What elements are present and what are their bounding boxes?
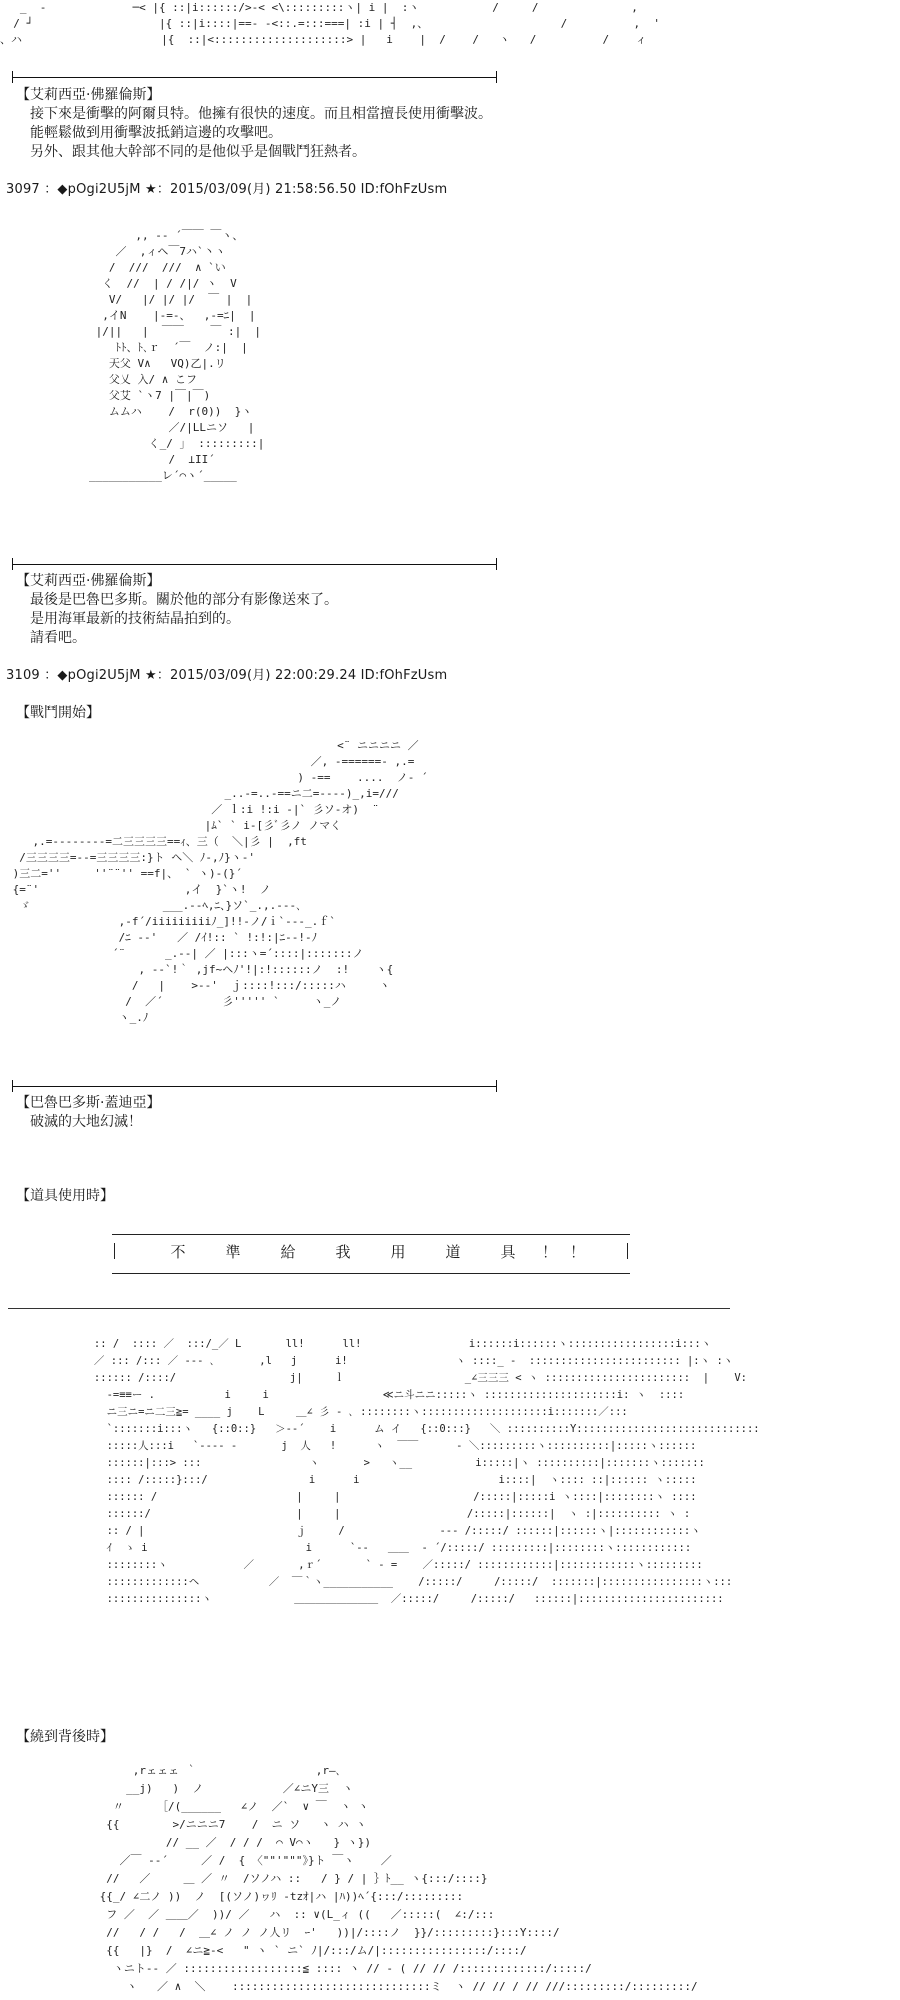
banner-char: 給: [280, 1243, 296, 1261]
divider-tick: [496, 71, 497, 83]
divider: [12, 1086, 496, 1087]
banner-text: [112, 1241, 630, 1262]
back-attack-label: 【繞到背後時】: [16, 1729, 114, 1745]
divider-tick: [12, 558, 13, 570]
horizontal-rule: [8, 1308, 730, 1309]
banner-char: ！: [541, 1243, 557, 1261]
banner-char: 道: [445, 1243, 461, 1261]
divider-tick: [12, 71, 13, 83]
ascii-art-back: ,rェェェ ｀ ,r―､ __j) ) ノ ／∠ニY三 ヽ 〃 ［/(______ ∠ノ ／` ∨ ￣ ヽ ヽ {{ >/ニニニ7 / ニ ソ ヽ ハ ヽ // __ ／ / / / ⌒ V⌒ヽ } ヽ}) ／￣ ‐-´ ／ / { 〈""'"""》}ト ￣ヽ ／ // ／ ＿ ／ 〃 /ソノハ :: / } / | ｝ﾄ__ ヽ{:::/::::} {{_/ ∠二ノ )) ノ [(ソノ)ヮﾘ -tzｵ|ハ |ﾊ))ﾍ´{:::/::::::::: フ ／ ／ ＿＿／ ))/ ／ ハ :: ∨(L_ィ (( ／:::::( ∠:/::: // / / / ＿∠ ノ ノ ノ人リ ｰ' ))|/::::ノ }}/:::::::::}:::Y::::/ {{ |} / ∠ニ≧‐< " ヽ ` ニ` ﾉ|/:::/ム/|::::::::::::::::/::::/ ヽニト‐‐ ／ ::::::::::::::::::≦ :::: ヽ // ‐ ( // // /:::::::::::::/:::::/ ヽ ／ ∧ ＼ ::::::::::::::::::::::::::::::ミ ヽ // // / // ///:::::::::/:::::::::/: [99, 1764, 698, 1993]
dialogue-line: 接下來是衝擊的阿爾貝特。他擁有很快的速度。而且相當擅長使用衝擊波。: [30, 106, 492, 122]
post-header: 3097 ：◆pOgi2U5jM ★：2015/03/09(月) 21:58:56.50 ID:fOhFzUsm: [6, 182, 448, 197]
dialogue-line: 是用海軍最新的技術結晶拍到的。: [30, 611, 240, 627]
speaker-name: 【艾莉西亞·佛羅倫斯】: [16, 573, 161, 589]
dialogue-line: 破滅的大地幻滅！: [30, 1114, 142, 1130]
banner-char: 不: [170, 1243, 186, 1261]
ascii-art-alicia: ,, -‐ ´￣￣ ￣ヽ、 ／ ,ィヘ￣7ハ`丶ヽ / /// /// ∧ `い く // | / /|/ ヽ V V/ |/ |/ |/ ￣ | | ,イN |‐=-、 ,-=ﾆ| | |/|| | ￣￣ ￣ :| | ﾄﾄ、ﾄ､ｒ ´￣ ノ:| | 天父 V∧ VQ)乙|.リ 父乂 入/ ∧ こフ 父艾 `ヽ7 |￣|￣) ムムハ / r(0)) }ヽ ／/|LLニソ | く_/ ｣ :::::::::| / ⊥ΙΙ´ ___________レ´⌒ヽ´_____: [88, 229, 265, 482]
divider: [12, 564, 496, 565]
banner-char: 準: [225, 1243, 241, 1261]
speaker-name: 【艾莉西亞·佛羅倫斯】: [16, 87, 161, 103]
ascii-art-dragon: <¨ ニニニニ ／ ／, -======‐ ,.= ) ‐== .... ノ- ´ _..-=..-==ニ二=‐‐‐‐)_,i=/// ／ ｌ:i !:i ‐|` 彡ソ‐オ) ¨ |ﾑ` ` i-[彡ﾞ彡ノ ノマく ,.=--------=二三三三三==ｨ、三（ ＼|彡 | ,ft /三三三三=‐‐=三三三三:}ト ヘ＼ ﾉ-,ﾉ}ヽ‐' )三二='' ''¨¨'' ==f|、 ` ヽ)-(}´ {=¨' ,イ }`ヽ! ノ ゞ ___.-‐ﾍ,ﾆ、}ソ`_.,.---､ ,-f´/iiiiiiiiiﾉ_]!!‐ノ/ｉ`‐--_.ｆ` /ﾆ ‐-' ／ /ｲ!:: ` !:!:|ﾆ‐‐!-ﾉ ´¨ _.-‐| ／ |:::ヽ=´::::|:::::::ノ , -‐`!｀ ,jf~ヘﾉ'!|:!::::::ノ :! ヽ{ / | >--' ｊ::::!:::/:::::ハ ヽ / ／´ 彡''''' ` ヽ_ノ ヽ_.ﾉ: [12, 739, 428, 1024]
dialogue-line: 最後是巴魯巴多斯。關於他的部分有影像送來了。: [30, 592, 338, 608]
ascii-art-face: :: / :::: ／ :::/_／ L ll! ll! i::::::i::::::ヽ:::::::::::::::::i:::ヽ ／ ::: /::: ／ ‐‐‐ ､ ,l j i! ヽ ::::_ - :::::::::::::::::::::::: |:ヽ :ヽ :::::: /::::/ j| ｌ _∠三三三 < ヽ ::::::::::::::::::::::: | V: ‐=≡≡ー . i i ≪ニ斗ニニ:::::ヽ :::::::::::::::::::::i: ヽ :::: ニ三ニ=ニ二三≧= ____ j L ＿∠ 彡 ‐ ､ ::::::::ヽ::::::::::::::::::::i:::::::／::: `:::::::i:::ヽ {::0::} ＞‐‐´ i ム イ {::0:::} ＼ ::::::::::Y::::::::::::::::::::::::::::: :::::人:::i `‐‐‐‐ - j 人 ! ヽ ￣￣ ‐ ＼:::::::::ヽ::::::::::|:::::ヽ:::::: ::::::|:::> ::: ヽ > ヽ__ i:::::|ヽ ::::::::::|:::::::ヽ::::::: :::: /:::::}:::/ i i i::::| ヽ:::: ::|:::::: ヽ::::: :::::: / | | /:::::|:::::i ヽ::::|::::::::ヽ :::: ::::::/ | | /:::::|::::::| ヽ :|:::::::::: ヽ : :: / | ｊ / ‐‐‐ /:::::/ ::::::|::::::ヽ|::::::::::::ヽ ｲ ゝ i i `‐‐ ＿＿ ‐ ´/:::::/ :::::::::|::::::::ヽ:::::::::::: ::::::::ヽ ／ ,ｒ´ ` ‐ = ／:::::/ ::::::::::::|::::::::::::ヽ::::::::: :::::::::::::ヘ ／ ￣｀ヽ___________ /:::::/ /:::::/ :::::::|::::::::::::::::ヽ::: :::::::::::::::ヽ ＿＿＿＿＿＿＿＿ ／:::::/ /:::::/ ::::::|:::::::::::::::::::::::: [93, 1338, 760, 1605]
divider-tick: [496, 558, 497, 570]
divider-tick: [12, 1080, 13, 1092]
banner-char: 用: [390, 1243, 406, 1261]
divider-tick: [496, 1080, 497, 1092]
warning-banner: [112, 1234, 630, 1274]
dialogue-line: 另外、跟其他大幹部不同的是他似乎是個戰鬥狂熱者。: [30, 144, 366, 160]
battle-start-label: 【戰鬥開始】: [16, 705, 100, 721]
item-use-label: 【道具使用時】: [16, 1188, 114, 1204]
ascii-art-top: _ - ─< |{ ::|i::::::/>-< <\:::::::::ヽ| i | :ヽ / / , / ┘ |{ ::|i::::|==- -<::.=:::===| :i | ┤ ,、 / , ' 、ハ |{ ::|<::::::::::::::::::::> | i | / / ヽ / / ィ: [0, 1, 661, 46]
banner-char: 具: [500, 1243, 516, 1261]
dialogue-line: 能輕鬆做到用衝擊波抵銷這邊的攻擊吧。: [30, 125, 282, 141]
speaker-name: 【巴魯巴多斯·蓋迪亞】: [16, 1095, 161, 1111]
divider: [12, 77, 496, 78]
banner-char: ！: [569, 1243, 585, 1261]
post-header: 3109 ：◆pOgi2U5jM ★：2015/03/09(月) 22:00:29.24 ID:fOhFzUsm: [6, 668, 448, 683]
dialogue-line: 請看吧。: [30, 630, 86, 646]
banner-char: 我: [335, 1243, 351, 1261]
